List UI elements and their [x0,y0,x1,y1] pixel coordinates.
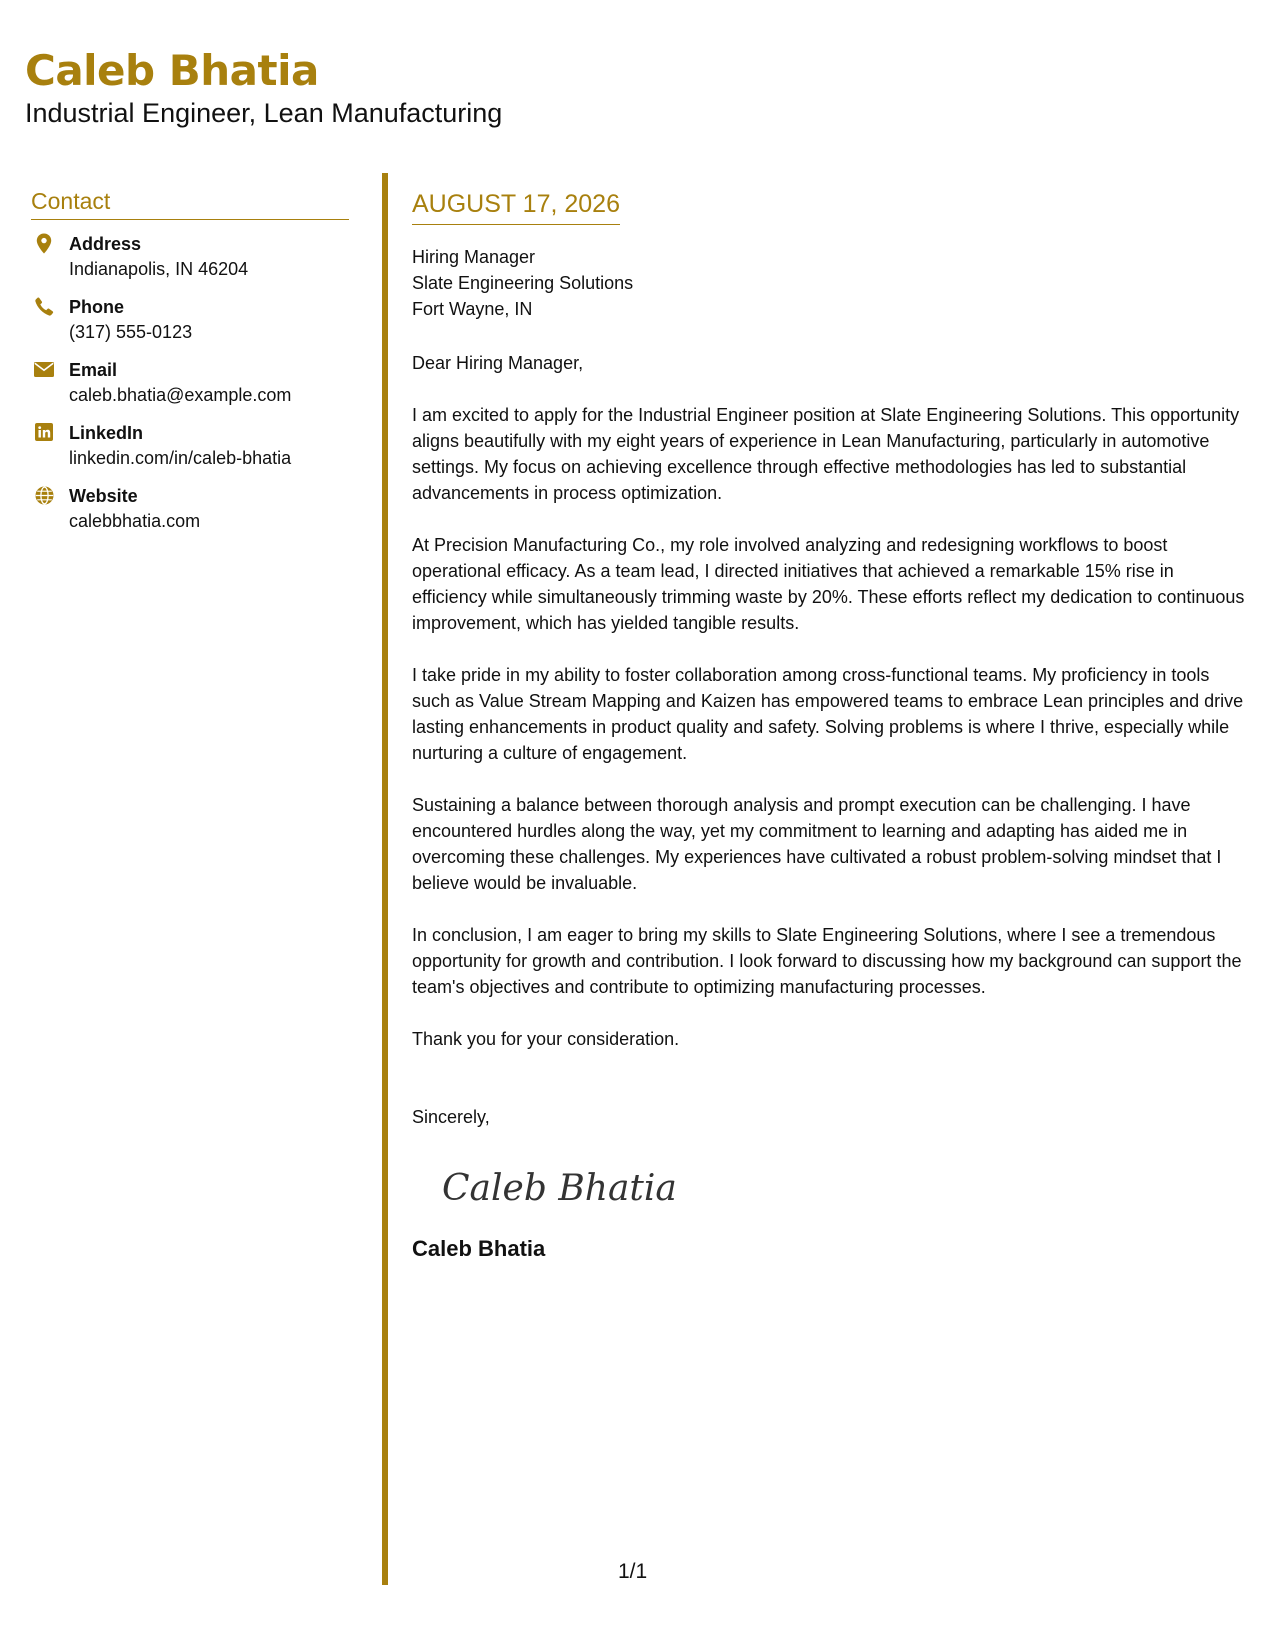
phone-icon [33,295,55,317]
letter-header [25,48,502,129]
body-paragraph: I am excited to apply for the Industrial Engineer position at Slate Engineering Solutions. This opportunity aligns beautifully with my eight years of experience in Lean Manufacturing, particularly in automotive settings. My focus on achieving excellence through effective methodologies has led to substantial advancements in process optimization. [412,405,1240,503]
body-paragraph: In conclusion, I am eager to bring my skills to Slate Engineering Solutions, where I see a tremendous opportunity for growth and contribution. I look forward to discussing how my background can support the team's objectives and contribute to optimizing manufacturing processes. [412,925,1242,997]
contact-item-email [31,358,349,408]
contact-value-phone: (317) 555-0123 [69,322,193,342]
contact-label-website: Website [69,486,138,506]
linkedin-icon [33,421,55,443]
thank-you-line: Thank you for your consideration. [412,1029,680,1049]
salutation: Dear Hiring Manager, [412,353,584,373]
contact-item-linkedin [31,421,349,471]
contact-value-linkedin[interactable]: linkedin.com/in/caleb-bhatia [69,448,292,468]
contact-item-phone [31,295,349,345]
applicant-title: Industrial Engineer, Lean Manufacturing [25,98,503,129]
contact-list [31,232,349,534]
body-paragraph: Sustaining a balance between thorough analysis and prompt execution can be challenging. I have encountered hurdles along the way, yet my commitment to learning and adapting has aided me in overcoming these challenges. My experiences have cultivated a robust problem-solving mindset that I believe would be invaluable. [412,795,1222,893]
closing: Sincerely, [412,1107,490,1127]
vertical-divider [382,173,388,1585]
contact-label-phone: Phone [69,297,125,317]
contact-label-email: Email [69,360,118,380]
signature-text: Caleb Bhatia [442,1168,677,1209]
contact-item-website [31,484,349,534]
applicant-name: Caleb Bhatia [25,46,319,95]
recipient-block [412,244,1247,322]
body-paragraph: At Precision Manufacturing Co., my role involved analyzing and redesigning workflows to boost operational efficacy. As a team lead, I directed initiatives that achieved a remarkable 15% rise in efficiency while simultaneously trimming waste by 20%. These efforts reflect my dedication to continuous improvement, which has yielded tangible results. [412,535,1245,633]
contact-value-email[interactable]: caleb.bhatia@example.com [69,385,292,405]
handwritten-signature [442,1160,1247,1220]
map-pin-icon [33,232,55,254]
contact-sidebar [31,188,349,547]
recipient-line: Slate Engineering Solutions [412,273,634,293]
recipient-line: Fort Wayne, IN [412,299,533,319]
letter-date: AUGUST 17, 2026 [412,190,620,225]
letter-body [412,190,1247,1262]
contact-value-address: Indianapolis, IN 46204 [69,259,249,279]
recipient-line: Hiring Manager [412,247,536,267]
contact-item-address [31,232,349,282]
page-number: 1/1 [618,1560,648,1583]
contact-value-website[interactable]: calebbhatia.com [69,511,201,531]
body-paragraph: I take pride in my ability to foster collaboration among cross-functional teams. My proficiency in tools such as Value Stream Mapping and Kaizen has empowered teams to embrace Lean principles and drive lasting enhancements in product quality and safety. Solving problems is where I thrive, especially while nurturing a culture of engagement. [412,665,1244,763]
signer-name: Caleb Bhatia [412,1236,546,1261]
globe-icon [33,484,55,506]
contact-label-address: Address [69,234,142,254]
contact-label-linkedin: LinkedIn [69,423,144,443]
contact-heading: Contact [31,188,349,220]
envelope-icon [33,358,55,380]
